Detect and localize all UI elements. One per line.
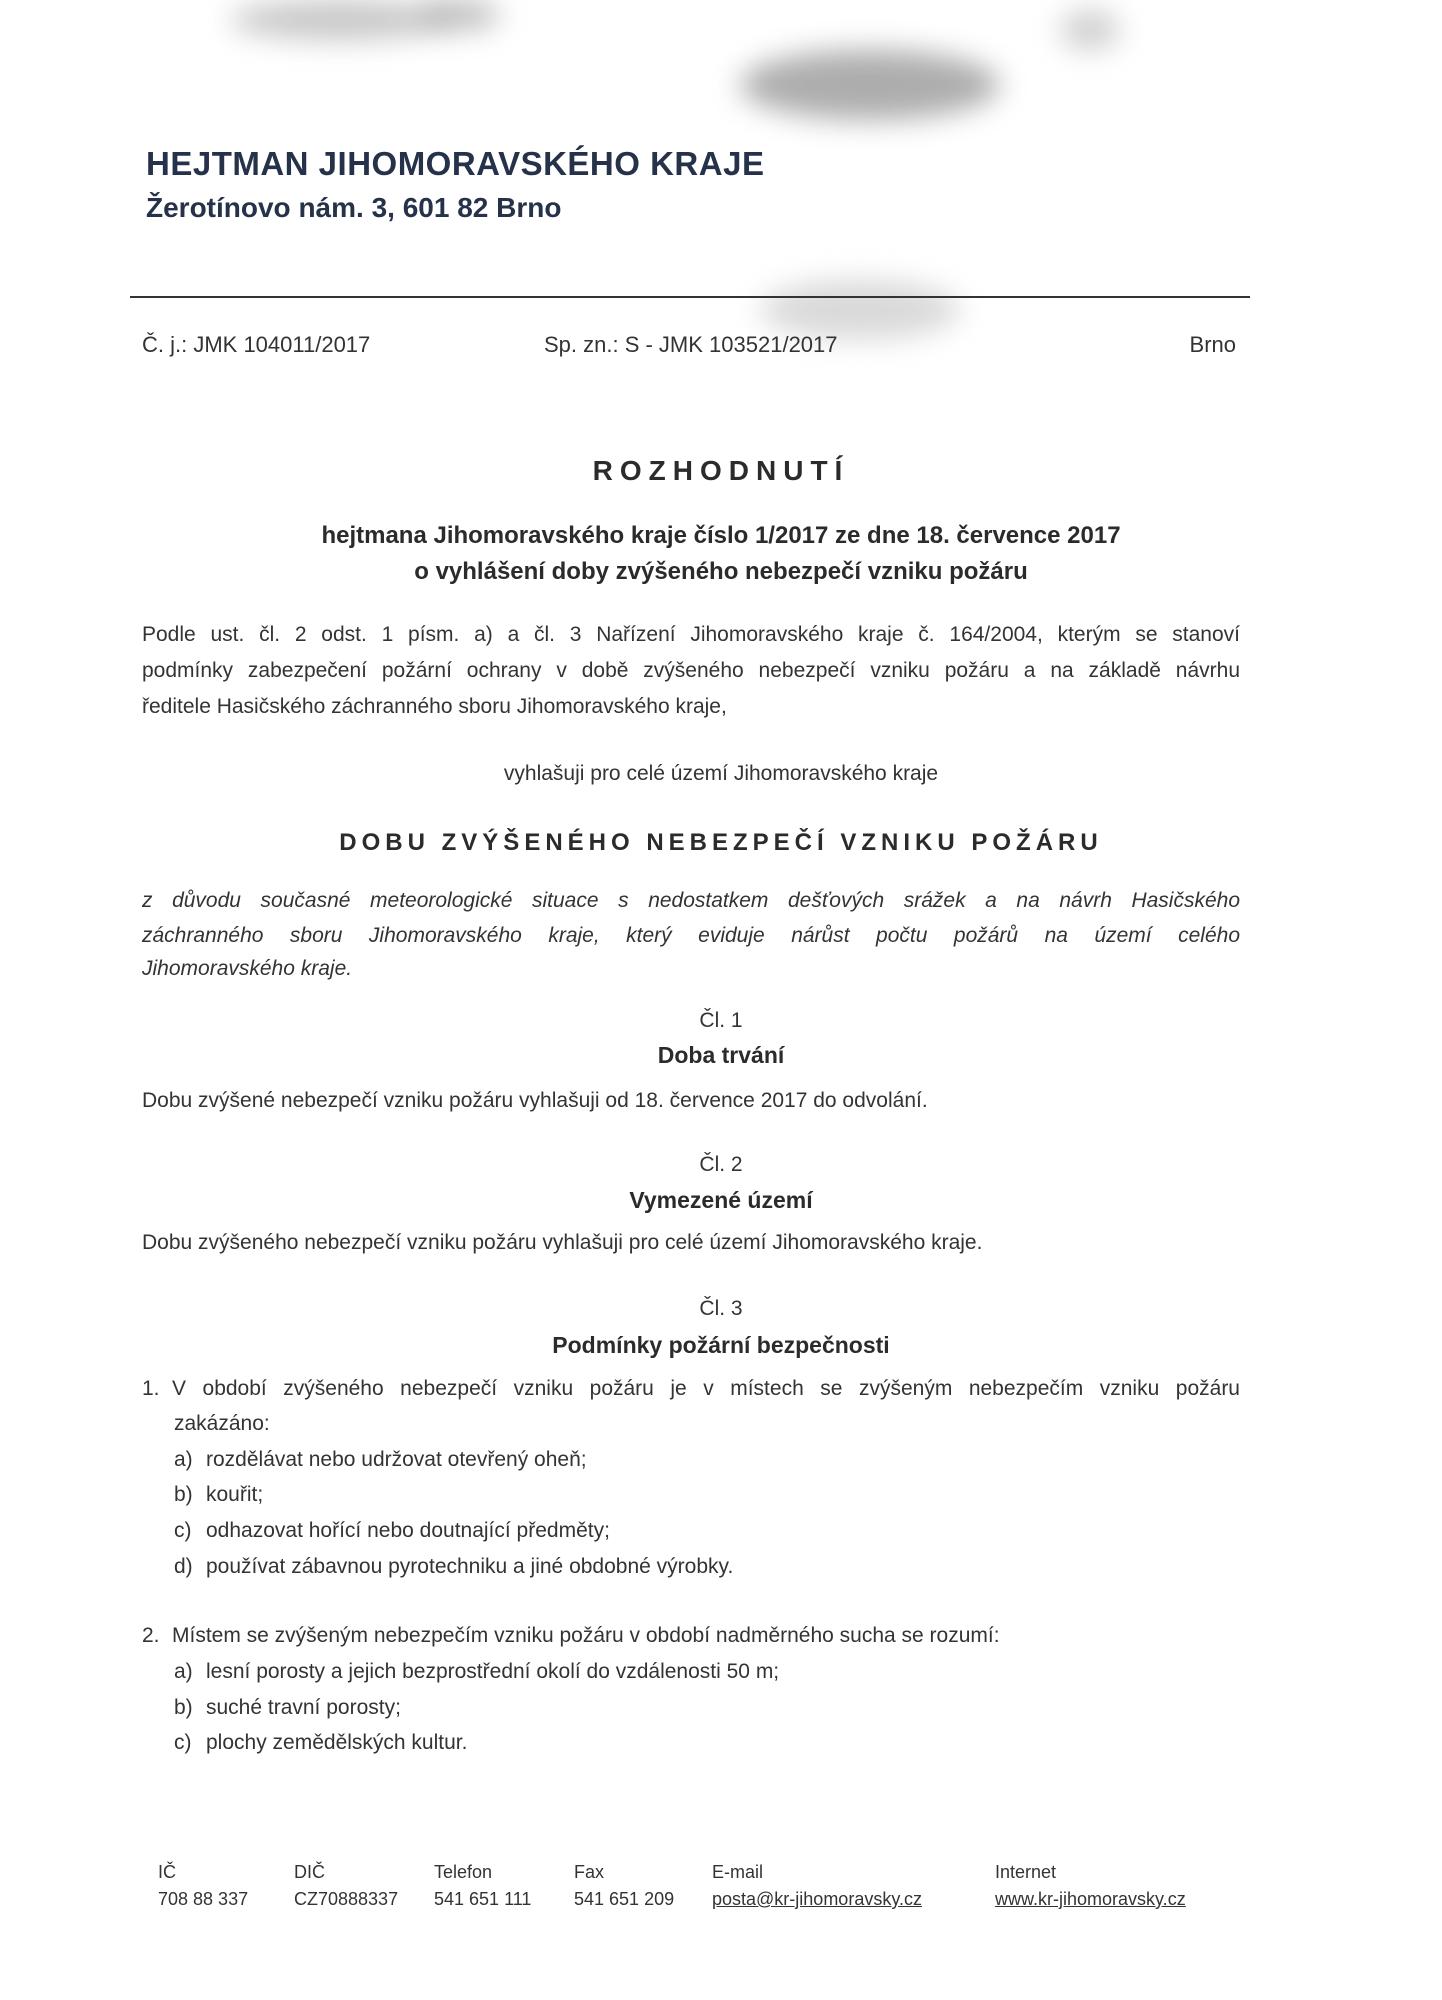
- authority-name: HEJTMAN JIHOMORAVSKÉHO KRAJE: [146, 145, 765, 182]
- footer-value: 708 88 337: [158, 1889, 249, 1909]
- article-number: Čl. 3: [699, 1297, 743, 1320]
- condition-item-letter: b): [174, 1696, 193, 1719]
- footer-phone: [434, 1862, 531, 1910]
- document-title: ROZHODNUTÍ: [592, 455, 850, 486]
- footer-label: IČ: [158, 1862, 176, 1882]
- footer-label: Fax: [574, 1862, 605, 1882]
- footer-value: CZ70888337: [294, 1889, 399, 1909]
- condition-item-letter: c): [174, 1519, 192, 1542]
- declaration: vyhlašuji pro celé území Jihomoravského kraje: [503, 762, 939, 785]
- scan-smudge: [740, 50, 1000, 120]
- condition-item: plochy zemědělských kultur.: [206, 1731, 468, 1754]
- condition-text: Místem se zvýšeným nebezpečím vzniku požáru v období nadměrného sucha se rozumí:: [172, 1624, 1000, 1647]
- footer-email: [712, 1862, 922, 1910]
- condition-item: kouřit;: [206, 1483, 264, 1506]
- email-link[interactable]: posta@kr-jihomoravsky.cz: [712, 1889, 922, 1909]
- website-link[interactable]: www.kr-jihomoravsky.cz: [995, 1889, 1186, 1909]
- declaration-heading: DOBU ZVÝŠENÉHO NEBEZPEČÍ VZNIKU POŽÁRU: [339, 829, 1103, 856]
- footer-ico: [158, 1862, 248, 1910]
- reference-number: Č. j.: JMK 104011/2017: [142, 332, 371, 357]
- condition-number: 2.: [142, 1624, 160, 1647]
- scan-smudge: [230, 0, 450, 40]
- footer-internet: [995, 1862, 1186, 1910]
- condition-text: zakázáno:: [174, 1412, 270, 1435]
- footer-fax: [574, 1862, 674, 1910]
- file-number: Sp. zn.: S - JMK 103521/2017: [544, 332, 838, 357]
- condition-text: V období zvýšeného nebezpečí vzniku požáru je v místech se zvýšeným nebezpečím vzniku požáru: [172, 1377, 1240, 1400]
- condition-item: používat zábavnou pyrotechniku a jiné obdobné výrobky.: [206, 1555, 734, 1578]
- footer-label: Internet: [995, 1862, 1057, 1882]
- intro-line: Podle ust. čl. 2 odst. 1 písm. a) a čl. 3 Nařízení Jihomoravského kraje č. 164/2004, kterým se stanoví: [142, 623, 1240, 646]
- header-divider: [130, 296, 1250, 298]
- condition-item-letter: a): [174, 1448, 193, 1471]
- condition-item-letter: d): [174, 1555, 193, 1578]
- article-heading: Podmínky požární bezpečnosti: [552, 1332, 890, 1358]
- document-subject: o vyhlášení doby zvýšeného nebezpečí vzniku požáru: [414, 558, 1028, 585]
- reason-line: z důvodu současné meteorologické situace s nedostatkem dešťových srážek a na návrh Hasičského: [142, 889, 1240, 912]
- scan-smudge: [420, 0, 500, 30]
- footer-label: E-mail: [712, 1862, 764, 1882]
- footer-value: 541 651 209: [574, 1889, 675, 1909]
- condition-item: suché travní porosty;: [206, 1696, 401, 1719]
- footer-label: Telefon: [434, 1862, 493, 1882]
- article-heading: Doba trvání: [657, 1042, 785, 1068]
- scan-smudge: [1060, 10, 1120, 50]
- place: Brno: [1189, 332, 1236, 357]
- reason-line: Jihomoravského kraje.: [142, 957, 353, 980]
- article-text: Dobu zvýšené nebezpečí vzniku požáru vyhlašuji od 18. července 2017 do odvolání.: [142, 1089, 928, 1112]
- article-number: Čl. 2: [699, 1153, 743, 1176]
- footer-value: 541 651 111: [434, 1889, 532, 1909]
- article-heading: Vymezené území: [629, 1187, 813, 1213]
- footer-label: DIČ: [294, 1862, 325, 1882]
- condition-item: lesní porosty a jejich bezprostřední okolí do vzdálenosti 50 m;: [206, 1660, 780, 1683]
- scan-smudge: [760, 280, 960, 340]
- article-text: Dobu zvýšeného nebezpečí vzniku požáru vyhlašuji pro celé území Jihomoravského kraje.: [142, 1231, 983, 1254]
- condition-number: 1.: [142, 1377, 160, 1400]
- condition-item-letter: a): [174, 1660, 193, 1683]
- reason-line: záchranného sboru Jihomoravského kraje, který eviduje nárůst počtu požárů na území celého: [142, 924, 1240, 947]
- footer-dic: [294, 1862, 398, 1910]
- intro-line: podmínky zabezpečení požární ochrany v době zvýšeného nebezpečí vzniku požáru a na základě návrhu: [142, 659, 1240, 682]
- intro-line: ředitele Hasičského záchranného sboru Jihomoravského kraje,: [142, 695, 727, 718]
- condition-item: odhazovat hořící nebo doutnající předměty;: [206, 1519, 610, 1542]
- document-subtitle: hejtmana Jihomoravského kraje číslo 1/2017 ze dne 18. července 2017: [321, 522, 1121, 549]
- authority-address: Žerotínovo nám. 3, 601 82 Brno: [146, 192, 562, 223]
- condition-item: rozdělávat nebo udržovat otevřený oheň;: [206, 1448, 587, 1471]
- article-number: Čl. 1: [699, 1009, 743, 1032]
- condition-item-letter: b): [174, 1483, 193, 1506]
- condition-item-letter: c): [174, 1731, 192, 1754]
